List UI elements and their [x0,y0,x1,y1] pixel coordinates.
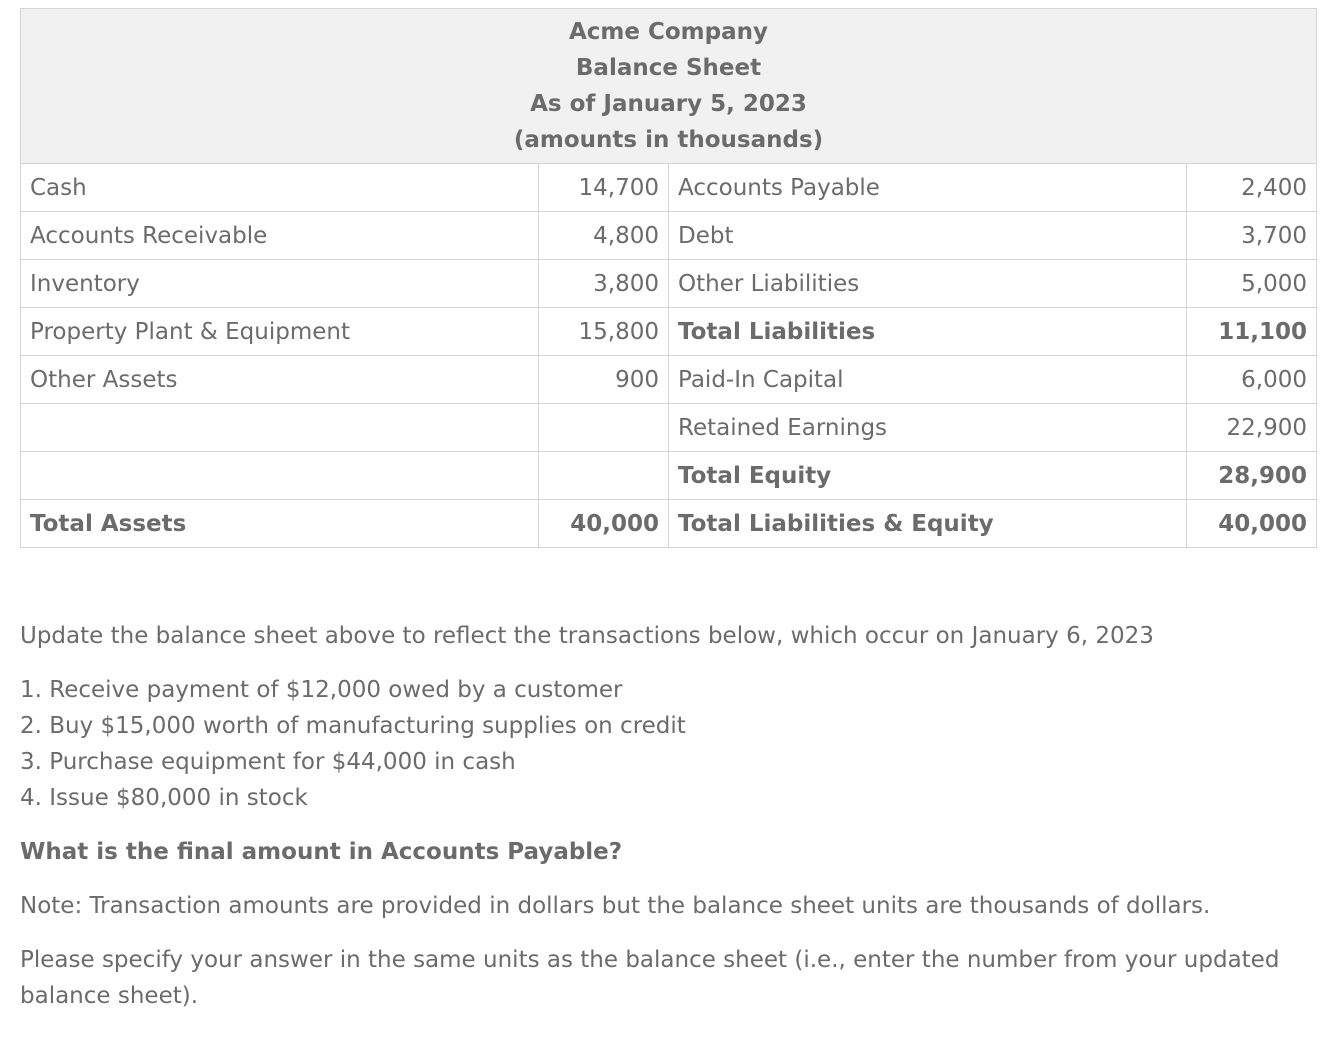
balance-sheet-header [21,9,1317,164]
table-row [21,164,1317,212]
asset-value [539,404,669,452]
liability-label: Accounts Payable [669,164,1187,212]
liability-label: Debt [669,212,1187,260]
table-row [21,356,1317,404]
asset-label [21,452,539,500]
asset-value: 3,800 [539,260,669,308]
asset-value: 900 [539,356,669,404]
balance-sheet-header-row [21,9,1317,164]
list-item: 3. Purchase equipment for $44,000 in cash [20,749,516,775]
company-name: Acme Company [568,19,768,45]
total-liabilities-equity-value: 40,000 [1187,500,1317,548]
asset-label: Property Plant & Equipment [21,308,539,356]
equity-value: 6,000 [1187,356,1317,404]
total-liabilities-value: 11,100 [1187,308,1317,356]
asset-label: Inventory [21,260,539,308]
list-item: 2. Buy $15,000 worth of manufacturing supplies on credit [20,713,686,739]
table-row [21,308,1317,356]
instructions-text: Update the balance sheet above to reflect the transactions below, which occur on January 6, 2023 [20,623,1154,649]
question-text: What is the final amount in Accounts Payable? [20,839,623,865]
table-row [21,212,1317,260]
asset-value: 15,800 [539,308,669,356]
equity-value: 22,900 [1187,404,1317,452]
total-liabilities-label: Total Liabilities [669,308,1187,356]
list-item: 1. Receive payment of $12,000 owed by a customer [20,677,623,703]
total-assets-label: Total Assets [21,500,539,548]
asset-label: Cash [21,164,539,212]
total-equity-label: Total Equity [669,452,1187,500]
statement-date: As of January 5, 2023 [530,91,807,117]
note-text: Note: Transaction amounts are provided in dollars but the balance sheet units are thousands of dollars. [20,893,1211,919]
table-row [21,500,1317,548]
table-row [21,260,1317,308]
total-equity-value: 28,900 [1187,452,1317,500]
equity-label: Paid-In Capital [669,356,1187,404]
asset-label [21,404,539,452]
table-row [21,452,1317,500]
asset-value: 4,800 [539,212,669,260]
liability-value: 2,400 [1187,164,1317,212]
liability-value: 5,000 [1187,260,1317,308]
asset-value [539,452,669,500]
statement-units: (amounts in thousands) [513,127,824,153]
liability-value: 3,700 [1187,212,1317,260]
liability-label: Other Liabilities [669,260,1187,308]
statement-title: Balance Sheet [575,55,762,81]
list-item: 4. Issue $80,000 in stock [20,785,308,811]
question-section [20,618,1290,1014]
asset-label: Other Assets [21,356,539,404]
asset-value: 14,700 [539,164,669,212]
balance-sheet-table [20,8,1317,548]
table-row [21,404,1317,452]
asset-label: Accounts Receivable [21,212,539,260]
answer-instructions: Please specify your answer in the same units as the balance sheet (i.e., enter the number from your updated balance sheet). [20,947,1280,1009]
equity-label: Retained Earnings [669,404,1187,452]
transaction-list [20,672,1290,816]
total-liabilities-equity-label: Total Liabilities & Equity [669,500,1187,548]
total-assets-value: 40,000 [539,500,669,548]
